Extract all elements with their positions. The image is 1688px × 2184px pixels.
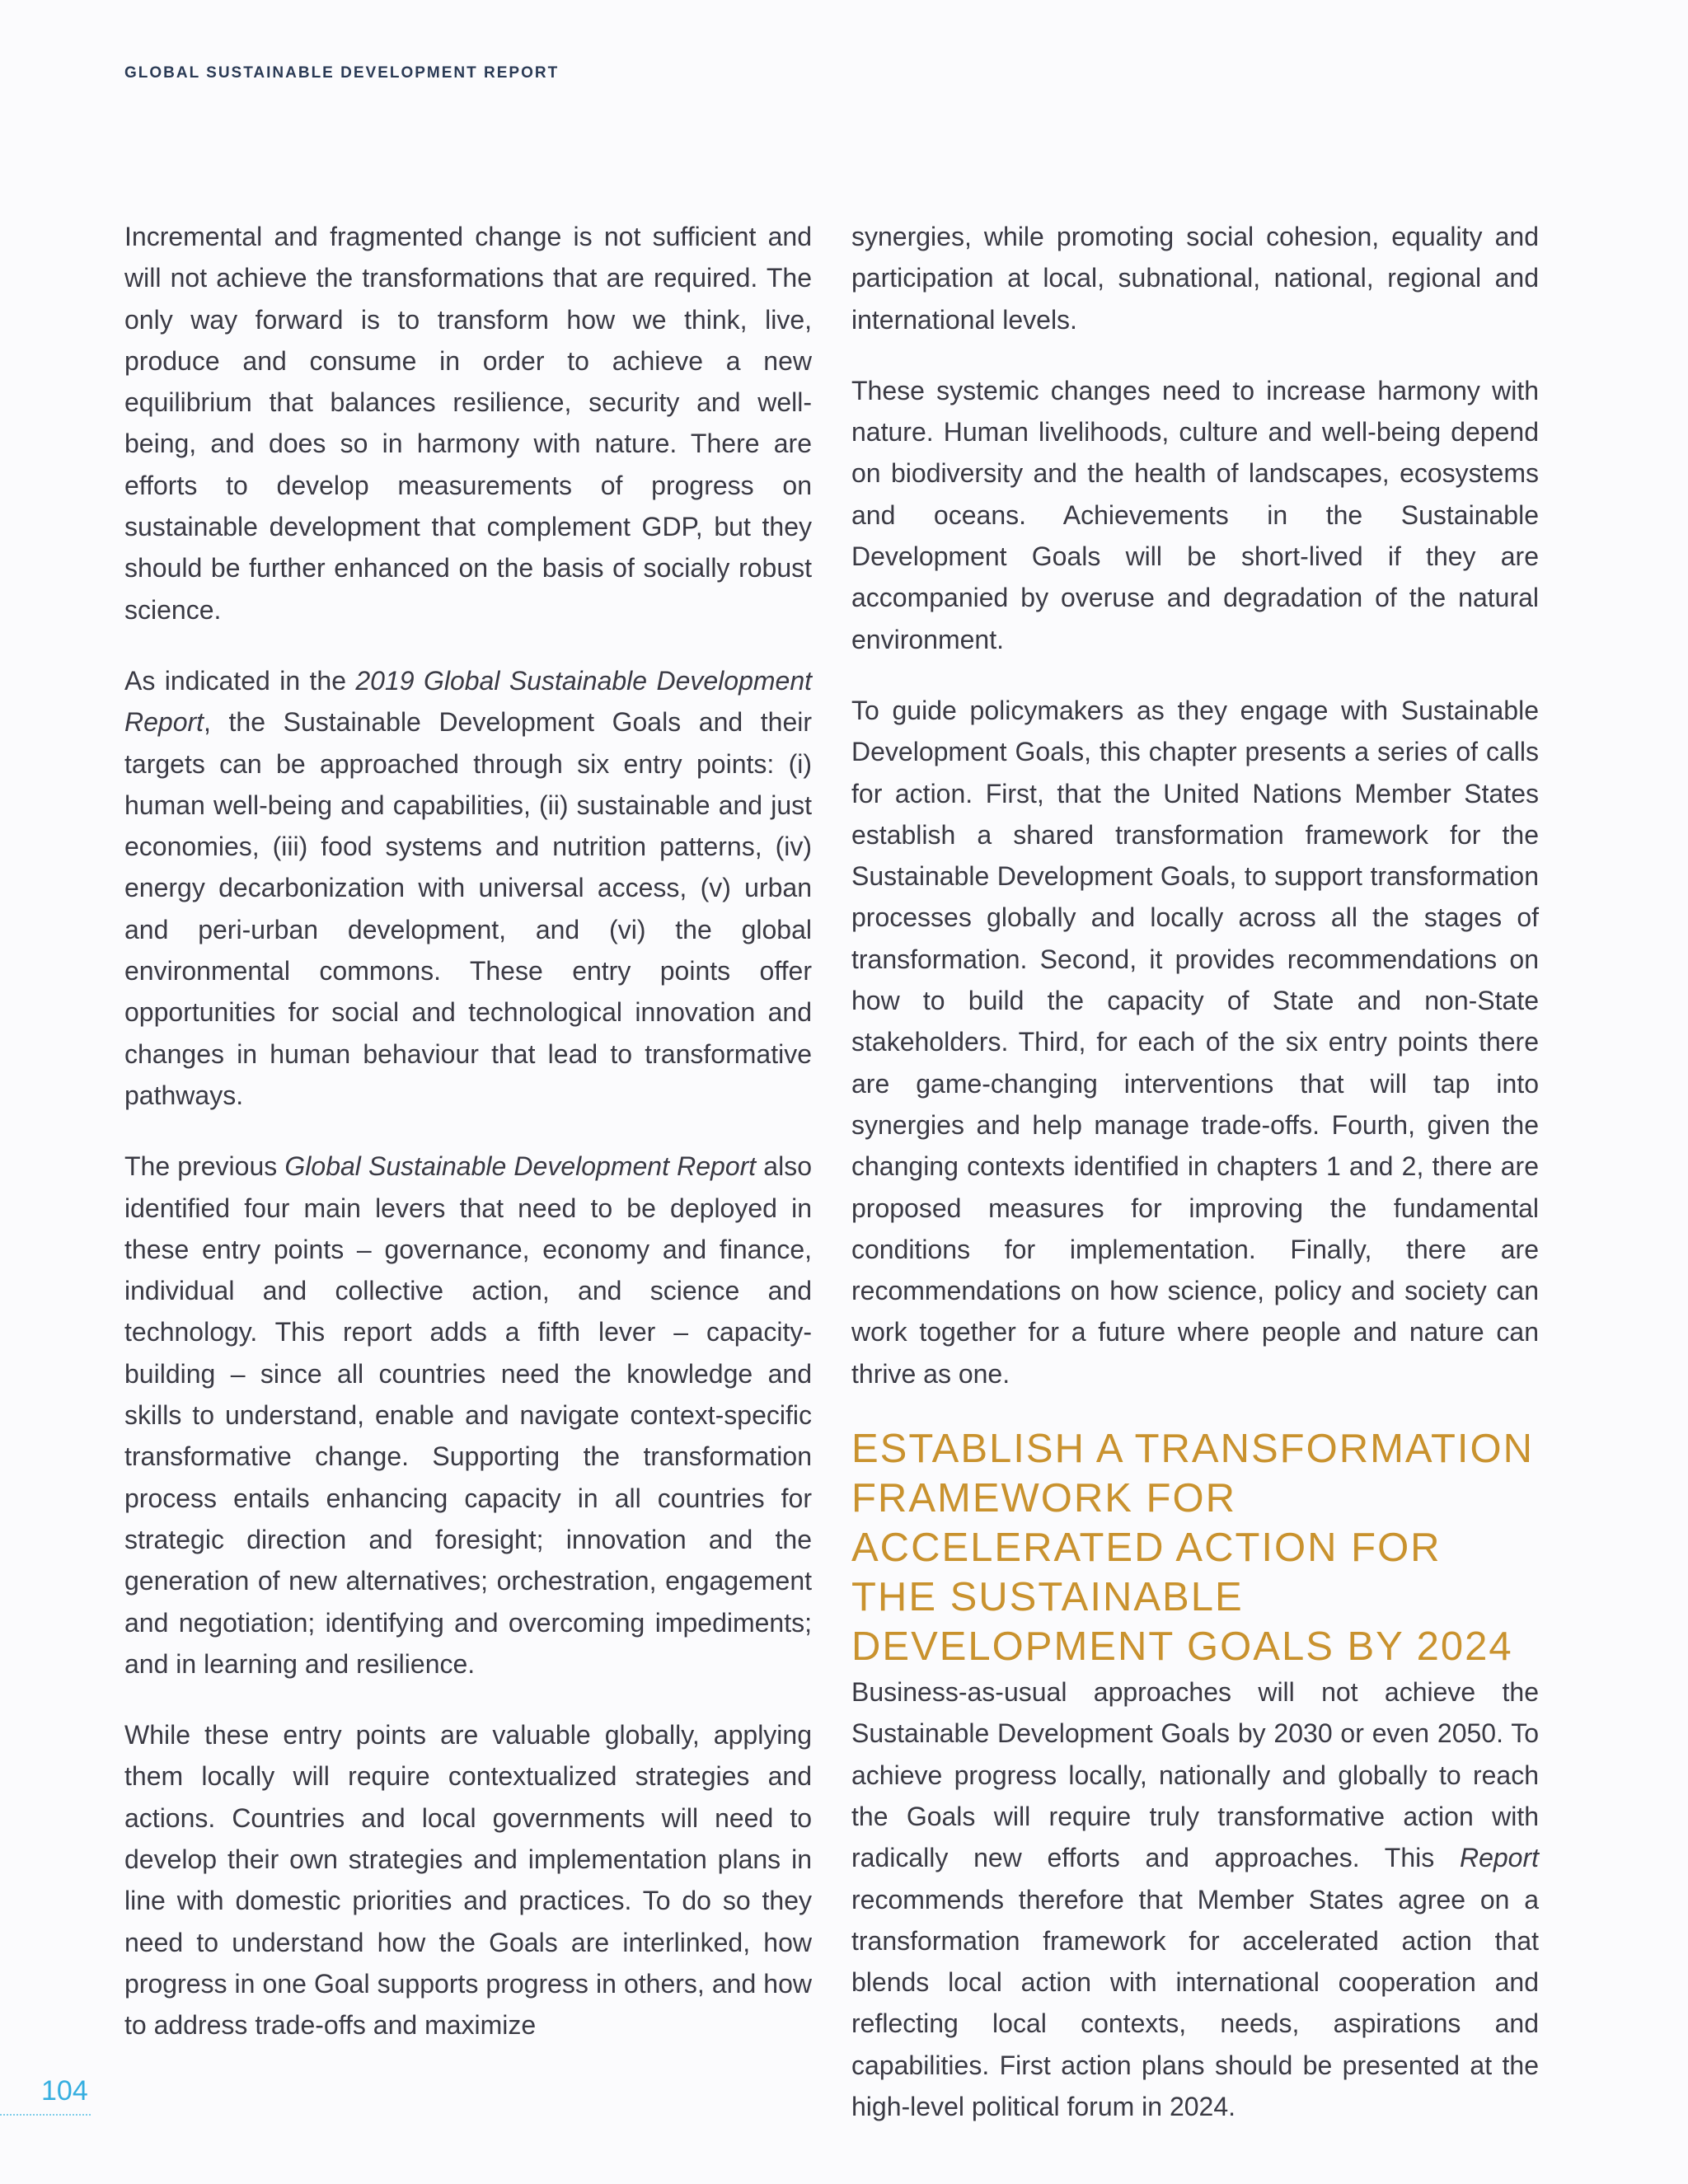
report-italic: Report: [1459, 1843, 1539, 1873]
paragraph-local-application: While these entry points are valuable globally, applying them locally will require contextualized strategies and actions. Countries and local governments will need to develop their own strategies and implementation plans in line with domestic priorities and practices. To do so they need to understand how the Goals are interlinked, how progress in one Goal supports progress in others, and how to address trade-offs and maximize: [124, 1720, 812, 2041]
right-column: [851, 216, 1539, 2127]
text-run: recommends therefore that Member States agree on a transformation framework for accelerated action that blends local action with international cooperation and reflecting local contexts, needs, aspirations and capabilities. First action plans should be presented at the high-level political forum in 2024.: [851, 1884, 1539, 2121]
page-number-rule: [0, 2114, 91, 2116]
text-run: Business-as-usual approaches will not achieve the Sustainable Development Goals by 2030 or even 2050. To achieve progress locally, nationally and globally to reach the Goals will require truly transformative action with radically new efforts and approaches. This: [851, 1677, 1539, 1873]
paragraph-entry-points: [124, 660, 812, 1116]
running-header: GLOBAL SUSTAINABLE DEVELOPMENT REPORT: [124, 64, 560, 82]
report-title-italic: Global Sustainable Development Report: [284, 1151, 757, 1182]
page-number: 104: [41, 2075, 88, 2107]
text-run: also identified four main levers that need to be deployed in these entry points – governance, economy and finance, individual and collective action, and science and technology. This report adds a fifth lever – capacity-building – since all countries need the knowledge and skills to understand, enable and navigate context-specific transformative change. Supporting the transformation process entails enhancing capacity in all countries for strategic direction and foresight; innovation and the generation of new alternatives; orchestration, engagement and negotiation; identifying and overcoming impediments; and in learning and resilience.: [124, 1151, 813, 1679]
paragraph-business-as-usual: [851, 1671, 1539, 2127]
text-run: As indicated in the: [124, 665, 356, 696]
paragraph-incremental-change: Incremental and fragmented change is not sufficient and will not achieve the transformations that are required. The only way forward is to transform how we think, live, produce and consume in order to achieve a new equilibrium that balances resilience, security and well-being, and does so in harmony with nature. There are efforts to develop measurements of progress on sustainable development that complement GDP, but they should be further enhanced on the basis of socially robust science.: [124, 222, 812, 625]
report-title-italic: 2019 Global Sustainable Development Report: [124, 665, 813, 738]
paragraph-levers: [124, 1146, 812, 1685]
paragraph-calls-for-action: To guide policymakers as they engage with Sustainable Development Goals, this chapter presents a series of calls for action. First, that the United Nations Member States establish a shared transformation framework for the Sustainable Development Goals, to support transformation processes globally and locally across all the stages of transformation. Second, it provides recommendations on how to build the capacity of State and non-State stakeholders. Third, for each of the six entry points there are game-changing interventions that will tap into synergies and help manage trade-offs. Fourth, given the changing contexts identified in chapters 1 and 2, there are proposed measures for improving the fundamental conditions for implementation. Finally, there are recommendations on how science, policy and society can work together for a future where people and nature can thrive as one.: [851, 695, 1539, 1389]
left-column: [124, 216, 812, 2046]
paragraph-harmony-with-nature: These systemic changes need to increase harmony with nature. Human livelihoods, culture and well-being depend on biodiversity and the health of landscapes, ecosystems and oceans. Achievements in the Sustainable Development Goals will be short-lived if they are accompanied by overuse and degradation of the natural environment.: [851, 375, 1539, 654]
text-run: , the Sustainable Development Goals and their targets can be approached through six entry points: (i) human well-being and capabilities, (ii) sustainable and just economies, (iii) food systems and nutrition patterns, (iv) energy decarbonization with universal access, (v) urban and peri-urban development, and (vi) the global environmental commons. These entry points offer opportunities for social and technological innovation and changes in human behaviour that lead to transformative pathways.: [124, 707, 812, 1110]
paragraph-synergies: synergies, while promoting social cohesion, equality and participation at local, subnational, national, regional and international levels.: [851, 222, 1539, 335]
section-heading: ESTABLISH A TRANSFORMATION FRAMEWORK FOR ACCELERATED ACTION FOR THE SUSTAINABLE DEVELOPMENT GOALS BY 2024: [851, 1427, 1534, 1670]
text-run: The previous: [124, 1151, 285, 1182]
